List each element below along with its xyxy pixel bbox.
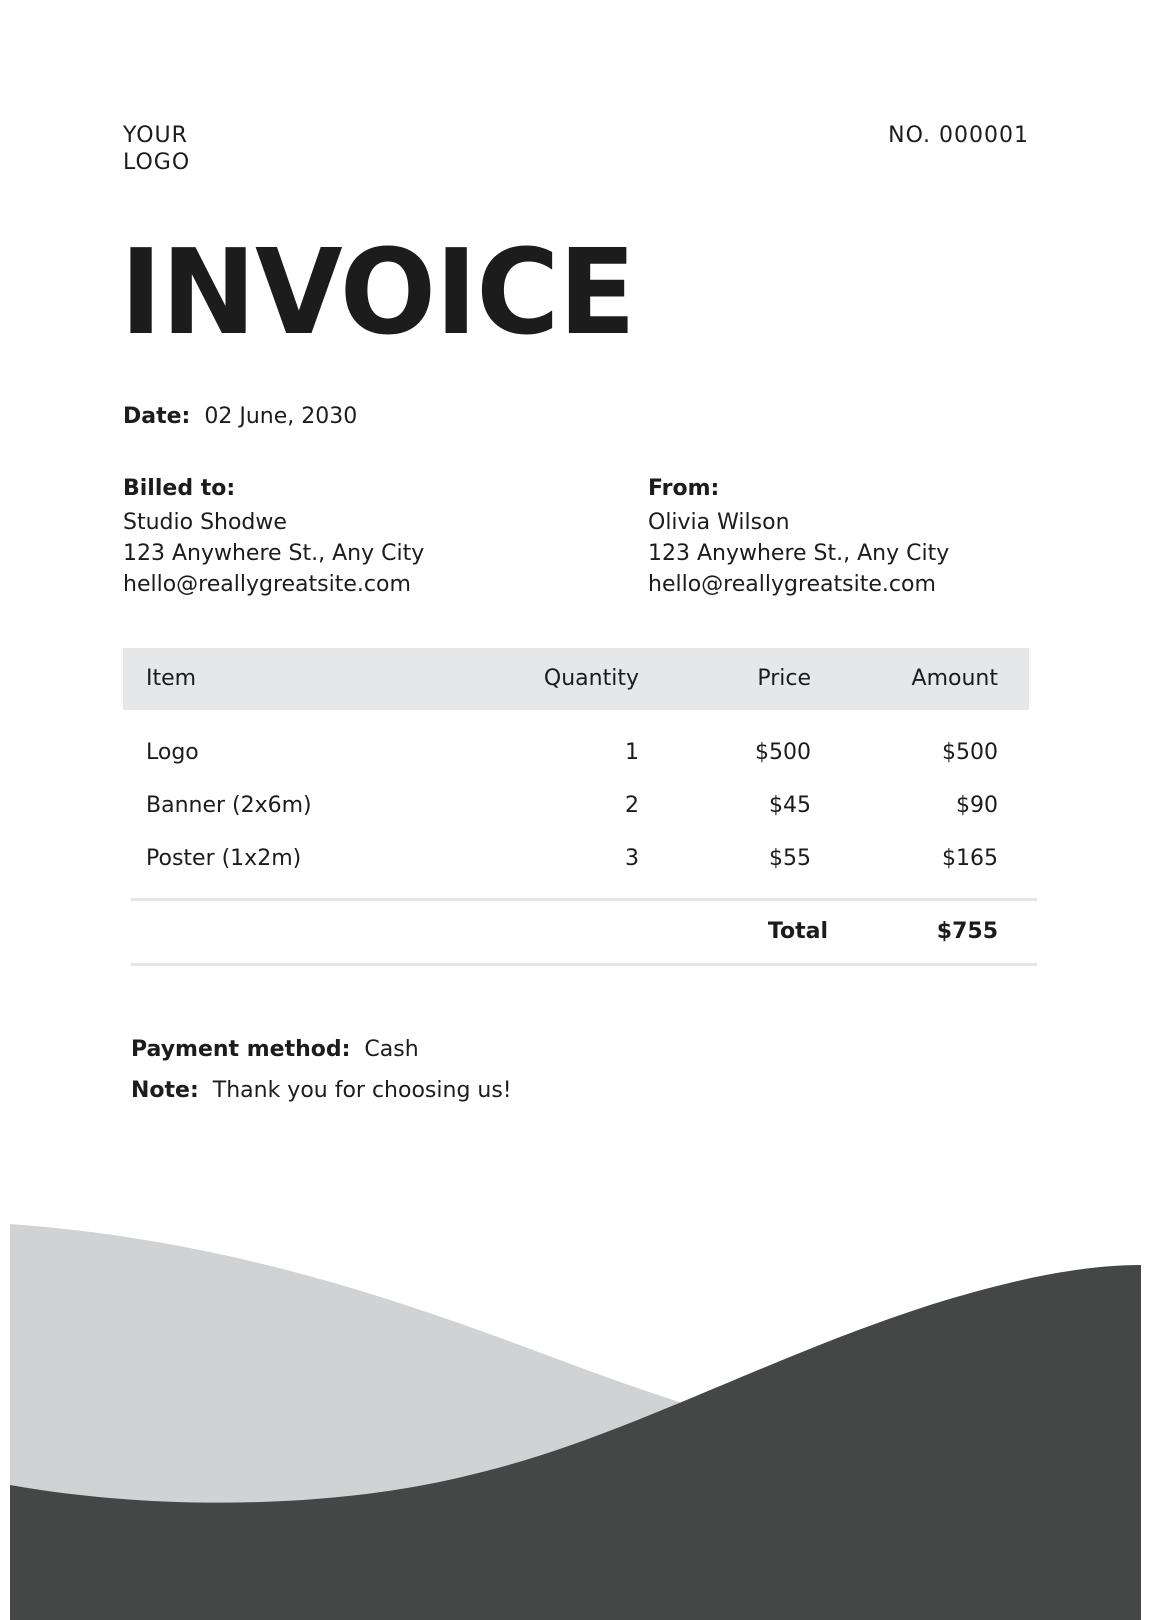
from-section	[648, 473, 1068, 600]
header-amount: Amount	[911, 666, 998, 691]
from-address: 123 Anywhere St., Any City	[648, 541, 950, 566]
items-table	[123, 648, 1029, 886]
invoice-number: NO. 000001	[888, 123, 1029, 148]
table-header	[123, 648, 1029, 710]
billed-to-heading: Billed to:	[123, 476, 236, 501]
page-title: INVOICE	[120, 223, 635, 361]
header-item: Item	[146, 666, 197, 691]
header-quantity: Quantity	[543, 666, 639, 691]
total-value: $755	[936, 919, 998, 944]
date-value: 02 June, 2030	[204, 404, 358, 429]
table-body	[123, 710, 1029, 886]
decorative-waves	[0, 1210, 1151, 1620]
row-quantity: 2	[625, 793, 639, 818]
row-quantity: 1	[625, 740, 639, 765]
from-email: hello@reallygreatsite.com	[648, 572, 936, 597]
billed-to-name: Studio Shodwe	[123, 510, 287, 535]
date-row	[123, 403, 357, 431]
note-value: Thank you for choosing us!	[212, 1078, 512, 1103]
payment-method-value: Cash	[364, 1037, 419, 1062]
row-item: Banner (2x6m)	[146, 793, 312, 818]
note-row	[131, 1077, 512, 1105]
row-quantity: 3	[625, 846, 639, 871]
total-label: Total	[767, 919, 828, 944]
row-price: $55	[769, 846, 811, 871]
row-price: $500	[755, 740, 811, 765]
table-divider-bottom	[131, 963, 1037, 966]
billed-to-section	[123, 473, 543, 600]
row-item: Poster (1x2m)	[146, 846, 302, 871]
table-divider-top	[131, 898, 1037, 901]
from-heading: From:	[648, 476, 720, 501]
row-amount: $500	[942, 740, 998, 765]
payment-method-row	[131, 1036, 419, 1064]
date-label: Date:	[123, 404, 191, 429]
table-row	[123, 727, 1029, 780]
logo-placeholder: YOUR LOGO	[123, 123, 191, 175]
billed-to-email: hello@reallygreatsite.com	[123, 572, 411, 597]
header-price: Price	[757, 666, 811, 691]
note-label: Note:	[131, 1078, 199, 1103]
row-amount: $165	[942, 846, 998, 871]
table-row	[123, 833, 1029, 886]
table-row	[123, 780, 1029, 833]
row-amount: $90	[956, 793, 998, 818]
payment-method-label: Payment method:	[131, 1037, 351, 1062]
from-name: Olivia Wilson	[648, 510, 790, 535]
row-price: $45	[769, 793, 811, 818]
row-item: Logo	[146, 740, 199, 765]
billed-to-address: 123 Anywhere St., Any City	[123, 541, 425, 566]
